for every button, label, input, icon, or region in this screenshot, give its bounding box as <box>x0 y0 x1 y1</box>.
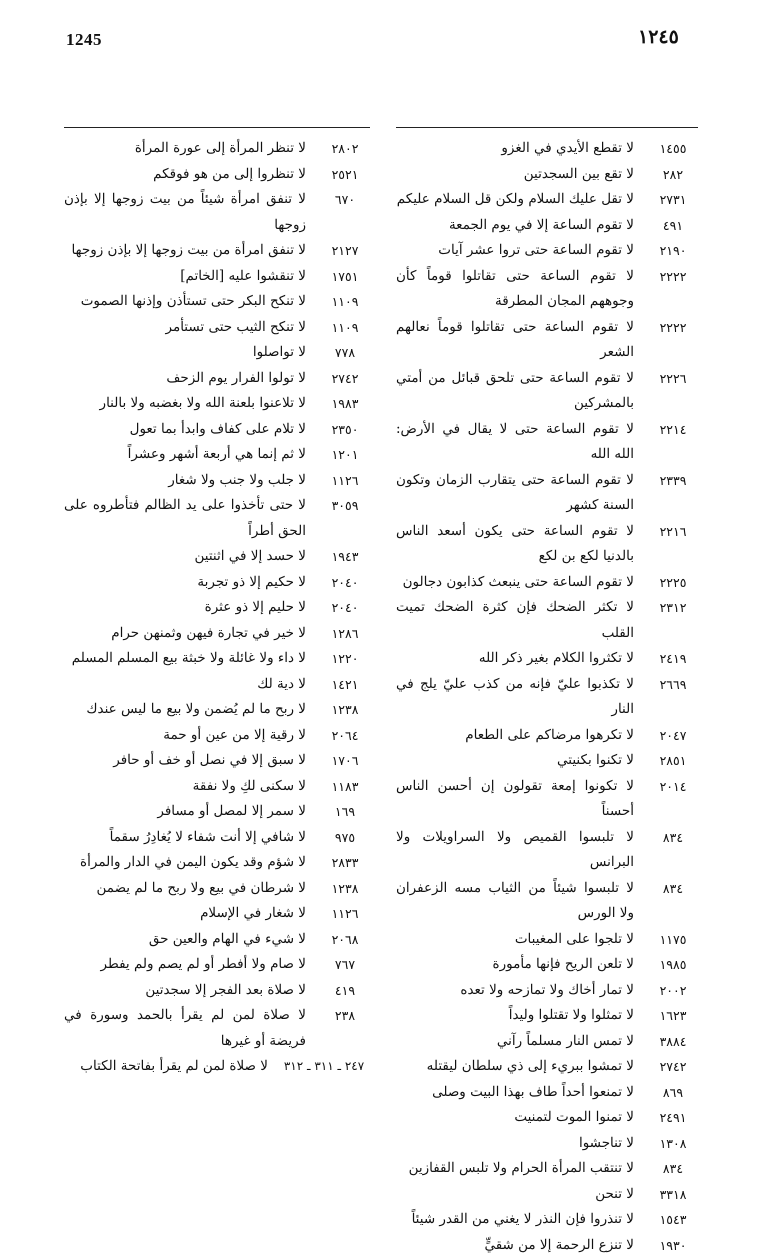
index-entry <box>64 289 370 315</box>
entry-number: ١٢٨٦ <box>320 621 370 647</box>
entry-number: ٧٦٧ <box>320 952 370 978</box>
entry-number: ١١٠٩ <box>320 315 370 341</box>
header-rule-left <box>64 127 370 128</box>
index-entry <box>64 391 370 417</box>
entry-number: ٩٧٥ <box>320 825 370 851</box>
entry-text: لا شافي إلا أنت شفاء لا يُغادِرُ سقماً <box>64 825 370 851</box>
entry-number: ٨٣٤ <box>648 825 698 851</box>
entry-number: ٤١٩ <box>320 978 370 1004</box>
entry-text: لا ربح ما لم يُضمن ولا بيع ما ليس عندك <box>64 697 370 723</box>
entry-text: لا تنكح البكر حتى تستأذن وإذنها الصموت <box>64 289 370 315</box>
entry-text: لا تمار أخاك ولا تمازحه ولا تعده <box>396 978 698 1004</box>
entry-text: لا تقوم الساعة حتى يكون أسعد الناس بالدنيا لكع بن لكع <box>396 519 698 570</box>
index-entry <box>396 570 698 596</box>
entry-text: لا تقطع الأيدي في الغزو <box>396 136 698 162</box>
index-column-right <box>396 136 698 1258</box>
entry-text: لا تنزع الرحمة إلا من شقيٍّ <box>396 1233 698 1258</box>
entry-number: ١٢٣٨ <box>320 697 370 723</box>
index-entry <box>396 595 698 646</box>
entry-number: ٢٧٣١ <box>648 187 698 213</box>
index-entry <box>64 697 370 723</box>
entry-text: لا تكرهوا مرضاكم على الطعام <box>396 723 698 749</box>
entry-text: لا جلب ولا جنب ولا شغار <box>64 468 370 494</box>
entry-number: ٢١٩٠ <box>648 238 698 264</box>
entry-number: ٢٣٥٠ <box>320 417 370 443</box>
index-entry <box>396 1054 698 1080</box>
index-entry <box>64 162 370 188</box>
entry-text: لا تقوم الساعة حتى تقاتلوا قوماً نعالهم الشعر <box>396 315 698 366</box>
entry-number: ٢٧٤٢ <box>320 366 370 392</box>
entry-text: لا صام ولا أفطر أو لم يصم ولم يفطر <box>64 952 370 978</box>
entry-number: ٢٥٢١ <box>320 162 370 188</box>
index-entry <box>396 264 698 315</box>
entry-number: ٣٨٨٤ <box>648 1029 698 1055</box>
entry-text: لا تقوم الساعة حتى تروا عشر آيات <box>396 238 698 264</box>
index-entry <box>396 748 698 774</box>
entry-text: لا حكيم إلا ذو تجربة <box>64 570 370 596</box>
index-entry <box>64 417 370 443</box>
header-rule-right <box>396 127 698 128</box>
index-entry <box>396 238 698 264</box>
index-entry <box>396 876 698 927</box>
index-entry <box>396 1182 698 1208</box>
entry-text: لا تنفق امرأة من بيت زوجها إلا بإذن زوجها <box>64 238 370 264</box>
index-entry <box>396 1233 698 1258</box>
entry-text: لا حتى تأخذوا على يد الظالم فتأطروه على الحق أطراً <box>64 493 370 544</box>
entry-text: لا تقوم الساعة حتى لا يقال في الأرض: الله الله <box>396 417 698 468</box>
entry-number: ٢٨٠٢ <box>320 136 370 162</box>
entry-number: ١١٢٦ <box>320 901 370 927</box>
index-entry <box>64 723 370 749</box>
index-entry <box>64 493 370 544</box>
entry-text: لا تنتقب المرأة الحرام ولا تلبس القفازين <box>396 1156 698 1182</box>
entry-number: ٢٠١٤ <box>648 774 698 800</box>
entry-text: لا تلام على كفاف وابدأ بما تعول <box>64 417 370 443</box>
entry-text: لا سكنى لكِ ولا نفقة <box>64 774 370 800</box>
entry-number: ٣٠٥٩ <box>320 493 370 519</box>
entry-text: لا تقوم الساعة حتى يتقارب الزمان وتكون السنة كشهر <box>396 468 698 519</box>
entry-number: ٢٣٣٩ <box>648 468 698 494</box>
entry-text: لا رقية إلا من عين أو حمة <box>64 723 370 749</box>
entry-number: ٢٢٢٢ <box>648 315 698 341</box>
entry-number: ١١٨٣ <box>320 774 370 800</box>
entry-number: ١٥٤٣ <box>648 1207 698 1233</box>
entry-text: لا تقوم الساعة حتى تلحق قبائل من أمتي بالمشركين <box>396 366 698 417</box>
entry-number: ٢٠٤٧ <box>648 723 698 749</box>
entry-text: لا تكذبوا عليّ فإنه من كذب عليّ يلج في النار <box>396 672 698 723</box>
entry-text: لا تمنعوا أحداً طاف بهذا البيت وصلى <box>396 1080 698 1106</box>
index-entry <box>396 519 698 570</box>
entry-text: لا شؤم وقد يكون اليمن في الدار والمرأة <box>64 850 370 876</box>
entry-number: ١٩٨٥ <box>648 952 698 978</box>
index-entry <box>64 825 370 851</box>
entry-text: لا تقوم الساعة حتى تقاتلوا قوماً كأن وجوههم المجان المطرقة <box>396 264 698 315</box>
page-number-arabic: ١٢٤٥ <box>638 26 679 48</box>
entry-number: ٢٠٦٨ <box>320 927 370 953</box>
index-entry <box>64 1054 370 1080</box>
index-entry <box>64 646 370 672</box>
index-entry <box>64 799 370 825</box>
entry-text: لا داء ولا غائلة ولا خبثة بيع المسلم المسلم <box>64 646 370 672</box>
index-entry <box>396 213 698 239</box>
entry-text: لا صلاة لمن لم يقرأ بالحمد وسورة في فريضة أو غيرها <box>64 1003 370 1054</box>
index-entry <box>396 1105 698 1131</box>
entry-text: لا تقل عليك السلام ولكن قل السلام عليكم <box>396 187 698 213</box>
index-entry <box>396 646 698 672</box>
entry-text: لا تقوم الساعة إلا في يوم الجمعة <box>396 213 698 239</box>
entry-text: لا تمشوا ببريء إلى ذي سلطان ليقتله <box>396 1054 698 1080</box>
index-entry <box>64 136 370 162</box>
index-entry <box>396 723 698 749</box>
index-entry <box>396 187 698 213</box>
entry-text: لا تقوم الساعة حتى ينبعث كذابون دجالون <box>396 570 698 596</box>
entry-text: لا تمنوا الموت لتمنيت <box>396 1105 698 1131</box>
index-entry <box>64 901 370 927</box>
entry-number: ١١٠٩ <box>320 289 370 315</box>
entry-number: ١٤٢١ <box>320 672 370 698</box>
index-entry <box>64 774 370 800</box>
index-entry <box>396 978 698 1004</box>
index-entry <box>64 850 370 876</box>
entry-text: لا تمثلوا ولا تقتلوا وليداً <box>396 1003 698 1029</box>
entry-text: لا خير في تجارة فيهن وثمنهن حرام <box>64 621 370 647</box>
entry-number: ٨٦٩ <box>648 1080 698 1106</box>
index-entry <box>64 927 370 953</box>
entry-number: ٢٨٣٣ <box>320 850 370 876</box>
entry-text: لا تنفق امرأة شيئاً من بيت زوجها إلا بإذن زوجها <box>64 187 370 238</box>
entry-number: ٢٢٢٥ <box>648 570 698 596</box>
entry-number: ١٢٢٠ <box>320 646 370 672</box>
entry-number: ٢٠٠٢ <box>648 978 698 1004</box>
index-entry <box>64 468 370 494</box>
index-entry <box>396 927 698 953</box>
entry-text: لا تلجوا على المغيبات <box>396 927 698 953</box>
entry-number: ٤٩١ <box>648 213 698 239</box>
entry-text: لا تقع بين السجدتين <box>396 162 698 188</box>
entry-text: لا تلبسوا القميص ولا السراويلات ولا البرانس <box>396 825 698 876</box>
index-entry <box>396 1156 698 1182</box>
entry-number: ٣٣١٨ <box>648 1182 698 1208</box>
entry-number: ١١٧٥ <box>648 927 698 953</box>
entry-number: ١٤٥٥ <box>648 136 698 162</box>
index-entry <box>396 774 698 825</box>
index-entry <box>396 136 698 162</box>
entry-number: ٢٢٢٢ <box>648 264 698 290</box>
entry-number: ٢٤٩١ <box>648 1105 698 1131</box>
index-entry <box>396 1029 698 1055</box>
entry-number: ٢٢١٤ <box>648 417 698 443</box>
entry-number: ٧٧٨ <box>320 340 370 366</box>
entry-text: لا حليم إلا ذو عثرة <box>64 595 370 621</box>
entry-number: ٢٣٨ <box>320 1003 370 1029</box>
entry-text: لا تنظر المرأة إلى عورة المرأة <box>64 136 370 162</box>
index-entry <box>64 621 370 647</box>
entry-text: لا تولوا الفرار يوم الزحف <box>64 366 370 392</box>
entry-number: ٢٨٢ <box>648 162 698 188</box>
entry-text: لا شيء في الهام والعين حق <box>64 927 370 953</box>
index-entry <box>64 952 370 978</box>
entry-number: ١٩٣٠ <box>648 1233 698 1258</box>
index-entry <box>64 238 370 264</box>
entry-number: ١٩٨٣ <box>320 391 370 417</box>
index-entry <box>396 1207 698 1233</box>
entry-text: لا تلعن الريح فإنها مأمورة <box>396 952 698 978</box>
index-entry <box>64 366 370 392</box>
entry-text: لا تنقشوا عليه [الخاتم] <box>64 264 370 290</box>
index-entry <box>396 1131 698 1157</box>
entry-number: ٢٤٧ ـ ٣١١ ـ ٣١٢ <box>278 1054 370 1080</box>
index-entry <box>396 672 698 723</box>
entry-number: ٢٢١٦ <box>648 519 698 545</box>
index-entry <box>64 1003 370 1054</box>
index-entry <box>396 417 698 468</box>
entry-text: لا تلاعنوا بلعنة الله ولا بغضبه ولا بالنار <box>64 391 370 417</box>
entry-number: ٢٠٦٤ <box>320 723 370 749</box>
index-entry <box>64 672 370 698</box>
index-entry <box>396 1003 698 1029</box>
entry-text: لا شرطان في بيع ولا ربح ما لم يضمن <box>64 876 370 902</box>
entry-text: لا صلاة بعد الفجر إلا سجدتين <box>64 978 370 1004</box>
entry-number: ١٦٢٣ <box>648 1003 698 1029</box>
entry-number: ١٧٥١ <box>320 264 370 290</box>
entry-text: لا تكنوا بكنيتي <box>396 748 698 774</box>
entry-number: ٢١٢٧ <box>320 238 370 264</box>
index-entry <box>64 544 370 570</box>
index-entry <box>64 595 370 621</box>
entry-text: لا تنظروا إلى من هو فوقكم <box>64 162 370 188</box>
entry-number: ١٩٤٣ <box>320 544 370 570</box>
entry-number: ٢٤١٩ <box>648 646 698 672</box>
entry-number: ١٣٠٨ <box>648 1131 698 1157</box>
index-entry <box>64 315 370 341</box>
index-entry <box>396 162 698 188</box>
index-entry <box>64 570 370 596</box>
entry-text: لا شغار في الإسلام <box>64 901 370 927</box>
entry-number: ٢٣١٢ <box>648 595 698 621</box>
index-entry <box>396 366 698 417</box>
index-entry <box>64 748 370 774</box>
index-entry <box>64 876 370 902</box>
entry-text: لا تلبسوا شيئاً من الثياب مسه الزعفران ولا الورس <box>396 876 698 927</box>
entry-number: ١٢٠١ <box>320 442 370 468</box>
page-number-latin: 1245 <box>66 30 102 50</box>
entry-number: ٢٨٥١ <box>648 748 698 774</box>
index-entry <box>64 978 370 1004</box>
entry-text: لا سمر إلا لمصل أو مسافر <box>64 799 370 825</box>
index-entry <box>396 315 698 366</box>
entry-number: ٦٧٠ <box>320 187 370 213</box>
entry-text: لا سبق إلا في نصل أو خف أو حافر <box>64 748 370 774</box>
entry-number: ٢٢٢٦ <box>648 366 698 392</box>
entry-number: ٢٠٤٠ <box>320 570 370 596</box>
entry-text: لا تنذروا فإن النذر لا يغني من القدر شيئاً <box>396 1207 698 1233</box>
index-entry <box>396 1080 698 1106</box>
index-entry <box>396 952 698 978</box>
entry-text: لا ثم إنما هي أربعة أشهر وعشراً <box>64 442 370 468</box>
index-entry <box>64 442 370 468</box>
entry-text: لا تناجشوا <box>396 1131 698 1157</box>
entry-number: ٢٦٦٩ <box>648 672 698 698</box>
entry-text: لا تمس النار مسلماً رآني <box>396 1029 698 1055</box>
index-column-left <box>64 136 370 1080</box>
entry-text: لا تنحن <box>396 1182 698 1208</box>
entry-text: لا صلاة لمن لم يقرأ بفاتحة الكتاب <box>64 1054 370 1080</box>
index-entry <box>64 340 370 366</box>
entry-number: ٢٧٤٢ <box>648 1054 698 1080</box>
index-entry <box>396 825 698 876</box>
entry-text: لا حسد إلا في اثنتين <box>64 544 370 570</box>
index-entry <box>396 468 698 519</box>
index-entry <box>64 187 370 238</box>
entry-number: ١٦٩ <box>320 799 370 825</box>
entry-number: ٨٣٤ <box>648 876 698 902</box>
entry-text: لا تواصلوا <box>64 340 370 366</box>
entry-text: لا دية لك <box>64 672 370 698</box>
entry-text: لا تكثر الضحك فإن كثرة الضحك تميت القلب <box>396 595 698 646</box>
entry-text: لا تكونوا إمعة تقولون إن أحسن الناس أحسناً <box>396 774 698 825</box>
entry-number: ٨٣٤ <box>648 1156 698 1182</box>
entry-number: ١٢٣٨ <box>320 876 370 902</box>
index-entry <box>64 264 370 290</box>
entry-number: ١٧٠٦ <box>320 748 370 774</box>
entry-number: ١١٢٦ <box>320 468 370 494</box>
entry-number: ٢٠٤٠ <box>320 595 370 621</box>
entry-text: لا تنكح الثيب حتى تستأمر <box>64 315 370 341</box>
entry-text: لا تكثروا الكلام بغير ذكر الله <box>396 646 698 672</box>
